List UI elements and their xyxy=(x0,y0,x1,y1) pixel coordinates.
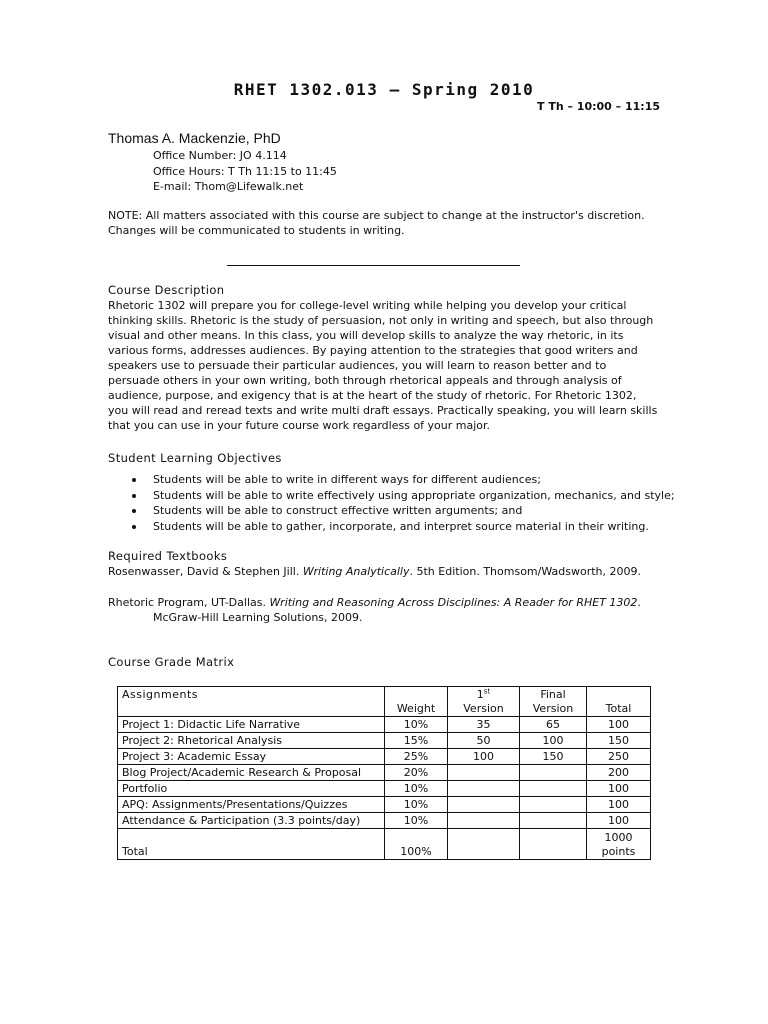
description-line: persuade others in your own writing, both through rhetorical appeals and through analysis of xyxy=(108,374,622,387)
class-schedule: T Th – 10:00 – 11:15 xyxy=(536,100,660,113)
header-first-num: 1 xyxy=(476,688,484,701)
row-final-version: 150 xyxy=(520,749,587,765)
row-final-version: 65 xyxy=(520,717,587,733)
objective-item: Students will be able to write in different ways for different audiences; xyxy=(130,472,675,488)
grade-matrix-heading: Course Grade Matrix xyxy=(108,655,235,669)
row-weight: 10% xyxy=(385,717,448,733)
row-total: 250 xyxy=(587,749,651,765)
row-total: 100 xyxy=(587,797,651,813)
total-first-version-empty xyxy=(448,829,520,860)
row-total: 150 xyxy=(587,733,651,749)
header-final-version xyxy=(520,687,587,717)
row-assignment: Blog Project/Academic Research & Proposal xyxy=(118,765,385,781)
row-first-version xyxy=(448,781,520,797)
textbook-1-edition: . 5th Edition. Thomsom/Wadsworth, 2009. xyxy=(409,565,641,578)
description-line: various forms, addresses audiences. By paying attention to the strategies that good writers and xyxy=(108,344,638,357)
row-first-version xyxy=(448,765,520,781)
description-line: speakers use to persuade their particular audiences, you will learn to reason better and to xyxy=(108,359,607,372)
objective-item: Students will be able to construct effective written arguments; and xyxy=(130,503,675,519)
total-points-value: 1000 xyxy=(604,831,633,844)
total-weight: 100% xyxy=(385,829,448,860)
header-final-line2: Version xyxy=(532,702,574,715)
instructor-contact xyxy=(153,148,337,195)
divider-rule xyxy=(227,265,520,266)
table-row xyxy=(118,765,651,781)
row-first-version xyxy=(448,813,520,829)
required-textbooks-heading: Required Textbooks xyxy=(108,549,228,563)
table-row xyxy=(118,717,651,733)
row-final-version xyxy=(520,781,587,797)
description-line: visual and other means. In this class, you will develop skills to analyze the way rhetoric, in its xyxy=(108,329,624,342)
header-weight: Weight xyxy=(385,687,448,717)
instructor-name: Thomas A. Mackenzie, PhD xyxy=(108,130,281,146)
textbook-1 xyxy=(108,564,641,579)
table-row xyxy=(118,749,651,765)
row-assignment: Project 1: Didactic Life Narrative xyxy=(118,717,385,733)
row-first-version xyxy=(448,797,520,813)
objective-item: Students will be able to gather, incorporate, and interpret source material in their writing. xyxy=(130,519,675,535)
row-weight: 25% xyxy=(385,749,448,765)
description-line: thinking skills. Rhetoric is the study of persuasion, not only in writing and speech, but also through xyxy=(108,314,654,327)
row-total: 100 xyxy=(587,813,651,829)
row-total: 200 xyxy=(587,765,651,781)
row-final-version: 100 xyxy=(520,733,587,749)
row-first-version: 50 xyxy=(448,733,520,749)
note-line-2: Changes will be communicated to students in writing. xyxy=(108,224,405,237)
header-assignments: Assignments xyxy=(118,687,385,717)
header-final-line1: Final xyxy=(540,688,566,701)
course-title: RHET 1302.013 – Spring 2010 xyxy=(233,80,535,99)
row-final-version xyxy=(520,797,587,813)
description-line: that you can use in your future course work regardless of your major. xyxy=(108,419,491,432)
textbook-2 xyxy=(108,595,641,610)
row-assignment: Attendance & Participation (3.3 points/day) xyxy=(118,813,385,829)
office-number: Office Number: JO 4.114 xyxy=(153,149,287,162)
row-weight: 20% xyxy=(385,765,448,781)
course-description-text xyxy=(108,298,678,433)
textbook-1-title: Writing Analytically xyxy=(302,565,410,578)
row-final-version xyxy=(520,765,587,781)
header-total: Total xyxy=(587,687,651,717)
row-assignment: Project 2: Rhetorical Analysis xyxy=(118,733,385,749)
row-weight: 10% xyxy=(385,813,448,829)
grade-matrix-table xyxy=(117,686,651,860)
table-total-row xyxy=(118,829,651,860)
description-line: Rhetoric 1302 will prepare you for college-level writing while helping you develop your critical xyxy=(108,299,627,312)
note-line-1: NOTE: All matters associated with this course are subject to change at the instructor's discretion. xyxy=(108,209,645,222)
header-first-label: Version xyxy=(463,702,504,715)
row-weight: 10% xyxy=(385,797,448,813)
header-first-sup: st xyxy=(483,687,491,696)
row-assignment: APQ: Assignments/Presentations/Quizzes xyxy=(118,797,385,813)
description-line: you will read and reread texts and write multi draft essays. Practically speaking, you will learn skills xyxy=(108,404,658,417)
table-header-row xyxy=(118,687,651,717)
table-row xyxy=(118,797,651,813)
learning-objectives-list xyxy=(130,472,675,534)
row-final-version xyxy=(520,813,587,829)
row-total: 100 xyxy=(587,717,651,733)
header-first-version xyxy=(448,687,520,717)
row-assignment: Portfolio xyxy=(118,781,385,797)
row-total: 100 xyxy=(587,781,651,797)
course-note xyxy=(108,208,668,238)
row-first-version: 35 xyxy=(448,717,520,733)
total-label: Total xyxy=(118,829,385,860)
total-points-unit: points xyxy=(601,845,636,858)
textbook-2-authors: Rhetoric Program, UT-Dallas. xyxy=(108,596,270,609)
textbook-1-authors: Rosenwasser, David & Stephen Jill. xyxy=(108,565,303,578)
textbook-2-title: Writing and Reasoning Across Disciplines: A Reader for RHET 1302 xyxy=(269,596,638,609)
textbook-2-punct: . xyxy=(637,596,641,609)
course-description-heading: Course Description xyxy=(108,283,225,297)
row-first-version: 100 xyxy=(448,749,520,765)
table-row xyxy=(118,733,651,749)
textbook-2-publisher: McGraw-Hill Learning Solutions, 2009. xyxy=(153,611,363,624)
row-weight: 10% xyxy=(385,781,448,797)
table-row xyxy=(118,813,651,829)
total-points xyxy=(587,829,651,860)
objective-item: Students will be able to write effectively using appropriate organization, mechanics, and style; xyxy=(130,488,675,504)
office-hours: Office Hours: T Th 11:15 to 11:45 xyxy=(153,164,337,178)
learning-objectives-heading: Student Learning Objectives xyxy=(108,451,282,465)
description-line: audience, purpose, and exigency that is at the heart of the study of rhetoric. For Rhetoric 1302, xyxy=(108,389,637,402)
instructor-email: E-mail: Thom@Lifewalk.net xyxy=(153,180,304,193)
table-row xyxy=(118,781,651,797)
row-weight: 15% xyxy=(385,733,448,749)
row-assignment: Project 3: Academic Essay xyxy=(118,749,385,765)
total-final-version-empty xyxy=(520,829,587,860)
